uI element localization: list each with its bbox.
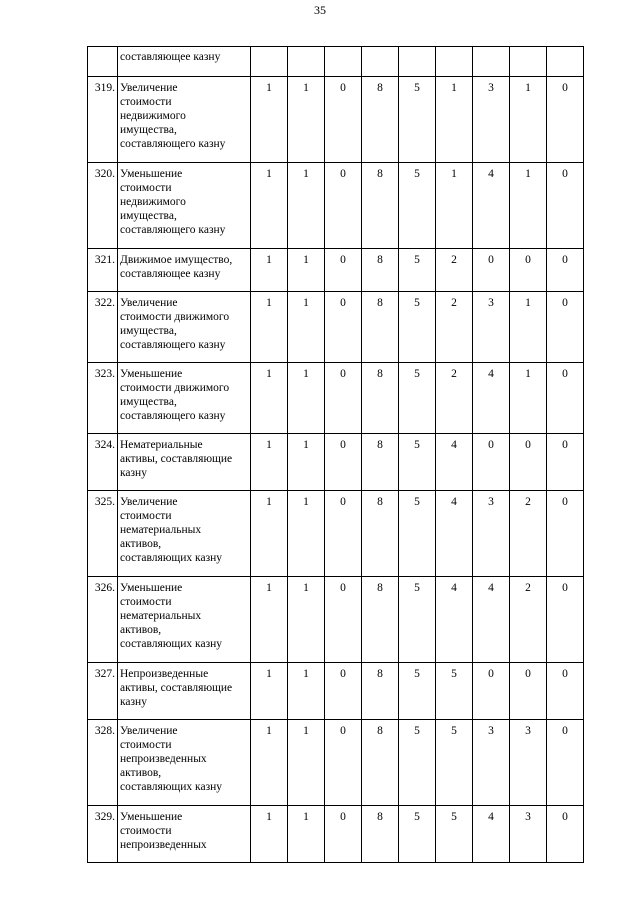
code-cell: 1 [251,292,288,363]
row-number: 327. [88,663,118,720]
row-name-line: составляющего казну [120,410,226,422]
code-cell: 0 [547,163,584,249]
code-cell: 5 [436,720,473,806]
code-cell: 0 [547,806,584,863]
code-cell: 8 [362,363,399,434]
code-cell: 1 [510,363,547,434]
code-cell: 1 [288,77,325,163]
row-name-line: Увеличение [120,496,178,508]
page-number: 35 [314,3,326,17]
table-row [88,249,584,292]
code-cell: 2 [436,292,473,363]
row-number: 326. [88,577,118,663]
row-name-line: непроизведенных [120,839,207,851]
row-name [118,434,251,491]
code-cell: 1 [251,491,288,577]
row-number: 320. [88,163,118,249]
row-name-line: нематериальных [120,524,202,536]
code-cell: 1 [288,577,325,663]
code-cell: 8 [362,577,399,663]
row-number: 322. [88,292,118,363]
code-cell: 5 [399,292,436,363]
code-cell: 1 [251,363,288,434]
code-cell: 1 [510,77,547,163]
row-name-line: Уменьшение [120,368,183,380]
code-cell: 4 [436,434,473,491]
row-name-line: нематериальных [120,610,202,622]
code-cell: 8 [362,720,399,806]
code-cell: 3 [473,292,510,363]
code-cell: 1 [288,663,325,720]
table-row [88,434,584,491]
code-cell: 0 [547,577,584,663]
table-row [88,720,584,806]
code-cell: 4 [436,577,473,663]
code-cell: 2 [436,249,473,292]
code-cell: 8 [362,163,399,249]
code-cell: 5 [399,163,436,249]
table-row [88,577,584,663]
code-cell: 1 [288,491,325,577]
code-cell: 0 [547,363,584,434]
code-cell: 8 [362,806,399,863]
code-cell: 2 [436,363,473,434]
row-number: 324. [88,434,118,491]
row-name-line: составляющих казну [120,552,223,564]
code-cell: 1 [436,77,473,163]
code-cell: 1 [251,720,288,806]
code-cell: 5 [436,663,473,720]
code-cell: 8 [362,292,399,363]
code-cell: 1 [288,249,325,292]
row-name-line: Уменьшение [120,582,183,594]
code-cell: 0 [510,663,547,720]
code-cell: 0 [547,720,584,806]
account-codes-table [87,46,584,863]
row-name [118,663,251,720]
row-number [88,47,118,77]
code-cell: 3 [510,720,547,806]
code-cell: 3 [473,77,510,163]
row-name [118,47,251,77]
code-cell: 0 [547,77,584,163]
row-name [118,491,251,577]
table-row [88,491,584,577]
row-name-line: составляющих казну [120,638,223,650]
row-name-line: Увеличение [120,82,178,94]
code-cell: 1 [251,663,288,720]
table-body [88,47,584,863]
code-cell: 1 [510,163,547,249]
row-name-line: имущества, [120,210,177,222]
code-cell: 5 [399,806,436,863]
code-cell: 0 [547,434,584,491]
row-name-line: Непроизведенные [120,668,209,680]
code-cell: 4 [473,363,510,434]
row-name-line: активы, составляющие [120,453,233,465]
table-row [88,77,584,163]
code-cell: 5 [399,491,436,577]
code-cell: 1 [288,163,325,249]
row-name-line: стоимости [120,596,172,608]
code-cell: 5 [436,806,473,863]
table-row [88,47,584,77]
code-cell [362,47,399,77]
row-name-line: стоимости движимого [120,311,230,323]
row-name-line: непроизведенных [120,753,207,765]
code-cell: 0 [325,720,362,806]
code-cell: 2 [510,491,547,577]
code-cell: 5 [399,249,436,292]
row-name-line: активов, [120,624,162,636]
code-cell: 0 [325,77,362,163]
row-name-line: Уменьшение [120,811,183,823]
code-cell: 1 [436,163,473,249]
row-name [118,577,251,663]
row-name-line: составляющего казну [120,224,226,236]
code-cell: 1 [251,77,288,163]
code-cell: 1 [251,434,288,491]
code-cell: 0 [547,663,584,720]
code-cell [473,47,510,77]
row-name-line: имущества, [120,124,177,136]
row-name [118,806,251,863]
code-cell: 0 [510,434,547,491]
row-name [118,77,251,163]
code-cell [288,47,325,77]
code-cell [251,47,288,77]
row-name [118,363,251,434]
row-name-line: активов, [120,767,162,779]
code-cell: 8 [362,434,399,491]
code-cell: 0 [325,491,362,577]
code-cell: 0 [325,663,362,720]
row-number: 319. [88,77,118,163]
code-cell: 0 [473,434,510,491]
code-cell: 0 [325,292,362,363]
code-cell: 0 [325,806,362,863]
code-cell: 3 [510,806,547,863]
code-cell: 5 [399,434,436,491]
code-cell [547,47,584,77]
row-name-line: стоимости [120,739,172,751]
code-cell: 1 [288,806,325,863]
row-name-line: составляющее казну [120,268,221,280]
code-cell: 3 [473,720,510,806]
row-number: 321. [88,249,118,292]
code-cell: 0 [325,434,362,491]
code-cell [436,47,473,77]
row-name-line: стоимости [120,182,172,194]
row-name-line: составляющего казну [120,339,226,351]
row-number: 323. [88,363,118,434]
code-cell: 5 [399,577,436,663]
code-cell: 1 [288,292,325,363]
code-cell: 8 [362,77,399,163]
code-cell: 8 [362,491,399,577]
code-cell: 0 [473,249,510,292]
code-cell: 1 [288,363,325,434]
row-number: 329. [88,806,118,863]
row-name-line: составляющее казну [120,51,221,63]
row-name-line: Уменьшение [120,168,183,180]
code-cell: 1 [510,292,547,363]
code-cell: 8 [362,663,399,720]
row-name-line: имущества, [120,325,177,337]
code-cell: 1 [288,720,325,806]
row-name-line: стоимости [120,96,172,108]
row-name-line: составляющего казну [120,138,226,150]
code-cell: 5 [399,363,436,434]
row-name-line: Увеличение [120,725,178,737]
code-cell: 0 [325,163,362,249]
code-cell [325,47,362,77]
row-name-line: активы, составляющие [120,682,233,694]
code-cell: 4 [436,491,473,577]
row-name-line: стоимости движимого [120,382,230,394]
code-cell: 2 [510,577,547,663]
row-name-line: стоимости [120,510,172,522]
row-name-line: Увеличение [120,297,178,309]
code-cell: 4 [473,806,510,863]
table-row [88,163,584,249]
code-cell: 8 [362,249,399,292]
code-cell: 0 [547,491,584,577]
code-cell: 1 [288,434,325,491]
code-cell: 0 [473,663,510,720]
code-cell: 1 [251,249,288,292]
code-cell: 1 [251,577,288,663]
row-name [118,292,251,363]
row-number: 328. [88,720,118,806]
code-cell: 0 [547,249,584,292]
code-cell: 0 [510,249,547,292]
code-cell [399,47,436,77]
code-cell: 4 [473,577,510,663]
code-cell: 0 [325,249,362,292]
code-cell: 3 [473,491,510,577]
row-name-line: активов, [120,538,162,550]
row-name-line: недвижимого [120,196,186,208]
code-cell: 0 [325,577,362,663]
code-cell: 1 [251,806,288,863]
row-name [118,249,251,292]
row-name [118,720,251,806]
row-name-line: составляющих казну [120,781,223,793]
table-row [88,363,584,434]
table-row [88,806,584,863]
row-name-line: Нематериальные [120,439,203,451]
code-cell: 0 [325,363,362,434]
code-cell: 5 [399,663,436,720]
row-name-line: имущества, [120,396,177,408]
code-cell: 4 [473,163,510,249]
code-cell: 5 [399,77,436,163]
row-name-line: казну [120,467,147,479]
code-cell [510,47,547,77]
row-name-line: казну [120,696,147,708]
table-row [88,663,584,720]
code-cell: 0 [547,292,584,363]
row-name-line: стоимости [120,825,172,837]
table-row [88,292,584,363]
code-cell: 5 [399,720,436,806]
row-name-line: недвижимого [120,110,186,122]
row-name [118,163,251,249]
code-cell: 1 [251,163,288,249]
row-name-line: Движимое имущество, [120,254,233,266]
row-number: 325. [88,491,118,577]
